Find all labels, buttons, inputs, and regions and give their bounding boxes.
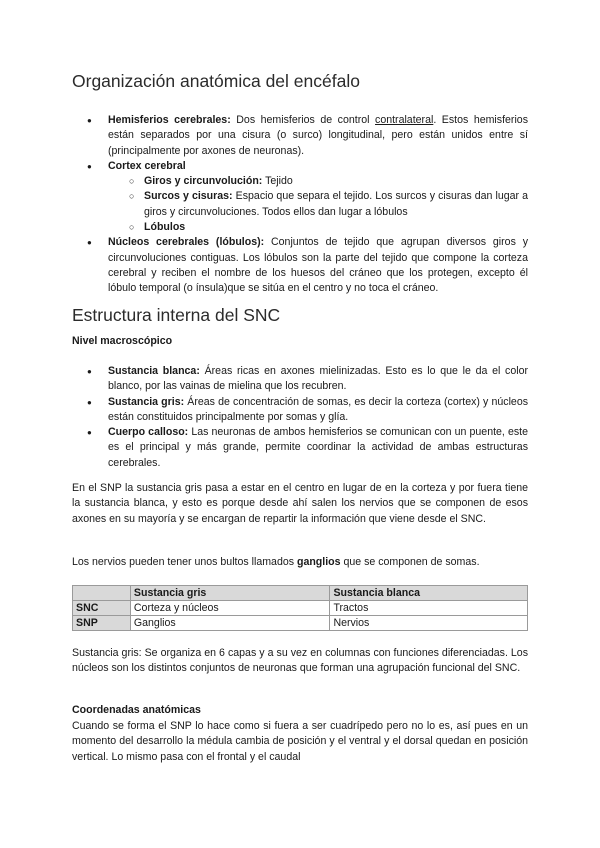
table-row-header: SNP	[73, 616, 131, 631]
sublist-item-surcos	[108, 189, 528, 220]
subitem-label: Giros y circunvolución:	[144, 175, 263, 188]
subsection-title: Nivel macroscópico	[72, 335, 173, 347]
table-header-cell: Sustancia gris	[130, 586, 330, 601]
anatomy-list	[72, 113, 528, 297]
item-text: Dos hemisferios de control	[230, 114, 376, 126]
item-text: Áreas ricas en axones mielinizadas. Esto es lo que le da el color blanco, por las vainas de mielina que los recubren.	[108, 365, 528, 393]
cortex-sublist	[108, 174, 528, 235]
table-header-cell	[73, 586, 131, 601]
section-title-organizacion: Organización anatómica del encéfalo	[72, 71, 360, 91]
list-item-sustancia-gris	[72, 395, 528, 426]
table-row	[73, 601, 528, 616]
table-cell: Corteza y núcleos	[130, 601, 330, 616]
bold-term: ganglios	[296, 556, 341, 568]
item-label: Sustancia gris:	[108, 395, 185, 408]
list-item-nucleos	[72, 235, 528, 296]
structure-list	[72, 364, 528, 471]
table-cell: Ganglios	[130, 616, 330, 631]
paragraph-text: Los nervios pueden tener unos bultos llamados	[72, 556, 297, 568]
list-item-cuerpo-calloso	[72, 425, 528, 471]
item-label: Cortex cerebral	[108, 159, 186, 172]
table-header-cell: Sustancia blanca	[330, 586, 528, 601]
table-row-header: SNC	[73, 601, 131, 616]
item-text: Las neuronas de ambos hemisferios se comunican con un puente, este es el principal y más grande, permite coordinar la actividad de ambas estructuras cerebrales.	[108, 426, 528, 469]
subitem-label: Surcos y cisuras:	[144, 190, 233, 203]
paragraph-coordenadas: Cuando se forma el SNP lo hace como si fuera a ser cuadrípedo pero no lo es, así pues en un momento del desarrollo la médula cambia de posición y el ventral y el dorsal quedan en posición vertical. Lo mismo pasa con el frontal y el caudal	[72, 720, 528, 763]
table-header-row	[73, 586, 528, 601]
item-label: Núcleos cerebrales (lóbulos):	[108, 236, 265, 249]
table-cell: Tractos	[330, 601, 528, 616]
paragraph-snp: En el SNP la sustancia gris pasa a estar en el centro en lugar de en la corteza y por fuera tiene la sustancia blanca, y esto es porque desde ahí salen los nervios que se componen de esos axones en su mayoría y se encargan de repartir la información que viene desde el SNC.	[72, 482, 528, 525]
item-label: Cuerpo calloso:	[108, 426, 189, 439]
item-text: . Estos hemisferios están separados por una cisura (o surco) longitudinal, pero están unidos entre sí (principalmente por axones de neuronas).	[108, 114, 528, 157]
item-label: Sustancia blanca:	[108, 365, 200, 377]
table-cell: Nervios	[330, 616, 528, 631]
item-text: Conjuntos de tejido que agrupan diversos giros y circunvoluciones contiguas. Los lóbulos son la parte del tejido que compone la corteza cerebral y reciben el nombre de los huesos del cráneo que los protegen, excepto él lóbulo temporal (o ínsula)que se sitúa en el centro y no toca el cráneo.	[108, 236, 529, 295]
section-title-estructura: Estructura interna del SNC	[72, 305, 281, 325]
list-item-cortex	[72, 159, 528, 235]
coordenadas-title: Coordenadas anatómicas	[72, 704, 201, 716]
sublist-item-lobulos	[108, 220, 528, 235]
item-text: Áreas de concentración de somas, es decir la corteza (cortex) y núcleos están constituidos principalmente por somas y glía.	[108, 395, 529, 423]
item-label: Hemisferios cerebrales:	[108, 114, 231, 126]
sublist-item-giros	[108, 174, 528, 189]
paragraph-text: que se componen de somas.	[340, 556, 480, 568]
table-row	[73, 616, 528, 631]
list-item-sustancia-blanca	[72, 364, 528, 395]
list-item-hemisferios	[72, 113, 528, 159]
sustancia-table	[72, 585, 528, 631]
paragraph-sustancia-gris: Sustancia gris: Se organiza en 6 capas y a su vez en columnas con funciones diferenciadas. Los núcleos son los distintos conjuntos de neuronas que forman una agrupación funcional del SNC.	[72, 647, 528, 675]
subitem-label: Lóbulos	[144, 221, 186, 234]
underlined-term: contralateral	[375, 114, 434, 126]
subitem-text: Espacio que separa el tejido. Los surcos y cisuras dan lugar a giros y circunvoluciones. Todos ellos dan lugar a lóbulos	[144, 190, 528, 218]
subitem-text: Tejido	[262, 175, 293, 188]
paragraph-ganglios	[72, 555, 528, 570]
